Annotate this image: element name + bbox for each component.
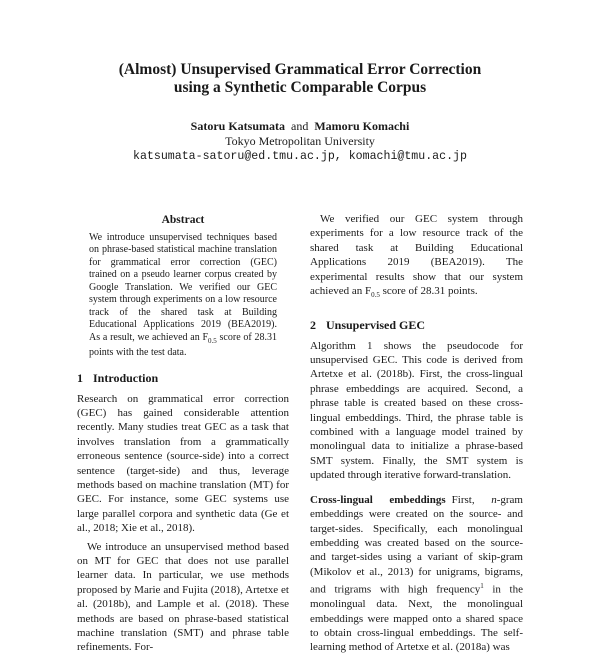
intro-paragraph-2: We introduce an unsupervised method based on MT for GEC that does not use parallel learner data. In particular, we use methods proposed by Marie and Fujita (2018), Artetxe et al. (2018b), and Lample et al. (2018). These methods are based on phrase-based statistical machine translation (SMT) and phrase table refinements. For- [77,540,289,654]
author-emails: katsumata-satoru@ed.tmu.ac.jp, komachi@tmu.ac.jp [133,150,467,163]
section-heading-introduction [77,370,289,386]
run-in-heading: Cross-lingual embeddings [310,493,446,506]
math-n: n [491,493,497,506]
paragraph-text-end: score of 28.31 points. [379,285,478,298]
gec-paragraph-2 [310,493,523,655]
paragraph-text: First, [451,493,492,506]
abstract-body [89,232,277,360]
author-name: Satoru Katsumata [190,119,285,133]
author-line [0,118,600,134]
right-column [310,212,523,655]
paragraph-text-end: in the monolingual data. Next, the monolingual embeddings were mapped onto a shared space to obtain cross-lingual embeddings. The self-learning method of Artetxe et al. (2018a) was [310,583,523,654]
gec-paragraph-1: Algorithm 1 shows the pseudocode for unsupervised GEC. This code is derived from Artetxe et al. (2018b). First, the cross-lingual phrase embeddings are acquired. Second, a phrase table is created based on these cross-lingual embeddings. Third, the phrase table is combined with a language model trained by monolingual data to initialize a phrase-based SMT system. Finally, the SMT system is updated through iterative forward-translation. [310,339,523,482]
intro-paragraph-1: Research on grammatical error correction (GEC) has gained considerable attention recently. Many studies treat GEC as a task that involves translation from a grammatically erroneous sentence (source-side) into a correct sentence (target-side) and thus, leverage methods based on machine translation (MT) for GEC. For instance, some GEC systems use large parallel corpora and synthetic data (Ge et al., 2018; Xie et al., 2018). [77,392,289,535]
paragraph-text: -gram embeddings were created on the source- and target-sides. Specifically, each monolingual embedding was created based on the source- and target-sides using a variant of skip-gram (Mikolov et al., 2013) for unigrams, bigrams, and trigrams with high frequency [310,493,523,596]
author-connector: and [291,119,309,133]
section-title: Introduction [93,370,159,385]
abstract-text: We introduce unsupervised techniques based on phrase-based statistical machine translation for grammatical error correction (GEC) trained on a pseudo learner corpus created by Google Translation. We verified our GEC system through experiments on a low resource track of the shared task at Building Educational Applications 2019 (BEA2019). As a result, we achieved an F [89,232,277,343]
abstract-text-end: score of 28.31 points with the test data. [89,331,277,359]
section-number: 1 [77,370,83,385]
section-number: 2 [310,317,316,332]
affiliation: Tokyo Metropolitan University [225,134,375,148]
intro-paragraph-3 [310,212,523,303]
abstract-heading: Abstract [161,214,205,226]
footnote-mark[interactable]: 1 [480,582,484,591]
f-score-subscript: 0.5 [371,291,380,300]
section-title: Unsupervised GEC [326,317,426,332]
section-heading-unsupervised-gec [310,317,523,333]
author-name: Mamoru Komachi [314,119,410,133]
paper-title-line-2: using a Synthetic Comparable Corpus [173,79,427,96]
paragraph-text: We verified our GEC system through experiments for a low resource track of the shared task at Building Educational Applications 2019 (BEA2019). The experimental results show that our system achieved an F [310,213,523,298]
paper-title-line-1: (Almost) Unsupervised Grammatical Error Correction [118,61,482,78]
left-column [77,212,289,655]
f-score-subscript: 0.5 [208,336,217,345]
